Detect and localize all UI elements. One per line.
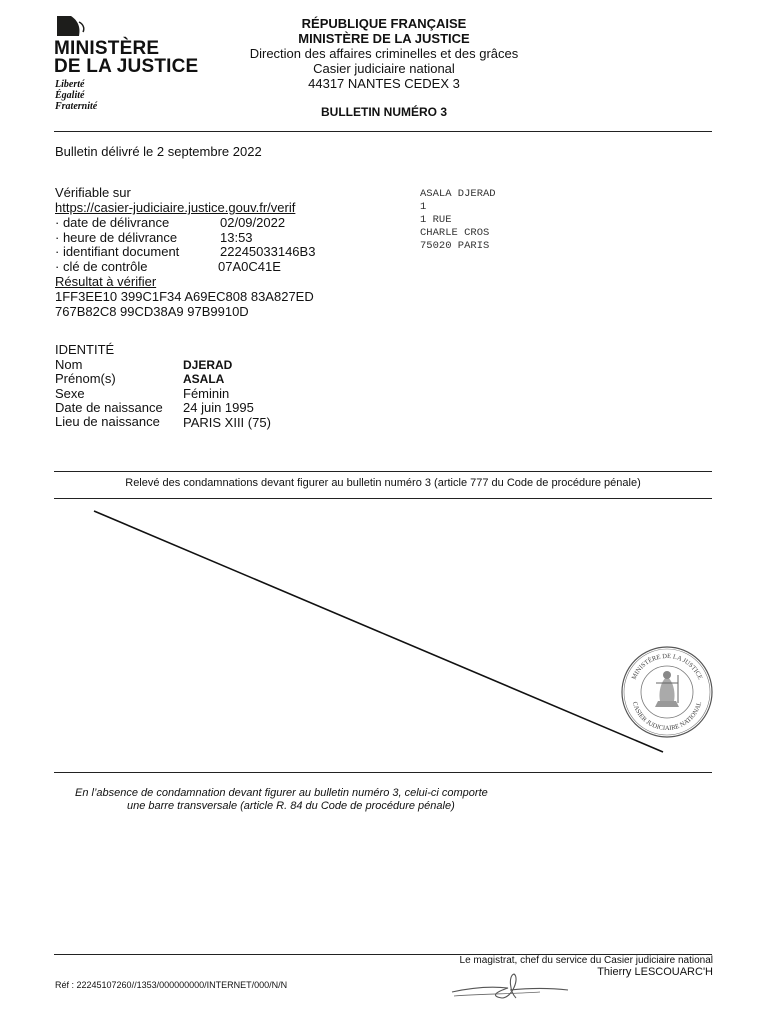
verify-row-value: 02/09/2022	[220, 215, 286, 230]
logo-de-la-justice: DE LA JUSTICE	[54, 56, 199, 77]
official-seal-icon	[620, 645, 714, 739]
identity-title: IDENTITÉ	[55, 342, 115, 357]
seal-top-text: MINISTÈRE DE LA JUSTICE	[630, 652, 704, 681]
verify-row-label: · date de délivrance	[55, 215, 170, 230]
signature-name: Thierry LESCOUARC'H	[597, 966, 713, 978]
seal-bottom-text: CASIER JUDICIAIRE NATIONAL	[630, 700, 704, 733]
handwritten-signature-icon	[450, 968, 570, 1004]
motto-egalite: Égalité	[55, 90, 85, 101]
divider-notice	[54, 772, 712, 773]
result-line-1: 1FF3EE10 399C1F34 A69EC808 83A827ED	[55, 289, 314, 304]
verify-row-label: · identifiant document	[55, 244, 180, 259]
notice-line-1: En l’absence de condamnation devant figurer au bulletin numéro 3, celui-ci comporte	[75, 787, 488, 799]
result-label: Résultat à vérifier	[55, 274, 157, 289]
address-line: CHARLE CROS	[420, 227, 490, 239]
identity-label: Prénom(s)	[55, 371, 116, 386]
verify-row-label: · heure de délivrance	[55, 230, 178, 245]
signature-title: Le magistrat, chef du service du Casier judiciaire national	[459, 955, 713, 966]
verify-row-value: 22245033146B3	[220, 244, 316, 259]
releve-heading: Relevé des condamnations devant figurer au bulletin numéro 3 (article 777 du Code de procédure pénale)	[125, 477, 641, 489]
logo-ministere: MINISTÈRE	[54, 38, 160, 59]
address-line: 1	[420, 201, 427, 213]
header-republic: RÉPUBLIQUE FRANÇAISE	[301, 16, 467, 31]
identity-value: Féminin	[183, 386, 230, 401]
identity-label: Date de naissance	[55, 400, 163, 415]
identity-label: Sexe	[55, 386, 85, 401]
identity-value: PARIS XIII (75)	[183, 415, 271, 430]
verify-url-link[interactable]: https://casier-judiciaire.justice.gouv.fr/verif	[55, 200, 296, 215]
bulletin-title: BULLETIN NUMÉRO 3	[321, 105, 447, 119]
identity-label: Lieu de naissance	[55, 414, 160, 429]
notice-line-2: une barre transversale (article R. 84 du Code de procédure pénale)	[127, 800, 455, 812]
header-address: 44317 NANTES CEDEX 3	[308, 76, 460, 91]
identity-value: DJERAD	[183, 358, 233, 372]
verify-label: Vérifiable sur	[55, 185, 131, 200]
motto-fraternite: Fraternité	[55, 101, 98, 112]
identity-value: ASALA	[183, 372, 225, 386]
identity-label: Nom	[55, 357, 83, 372]
address-line: ASALA DJERAD	[420, 188, 496, 200]
address-line: 75020 PARIS	[420, 240, 490, 252]
identity-value: 24 juin 1995	[183, 400, 254, 415]
verify-row-value: 13:53	[220, 230, 253, 245]
result-line-2: 767B82C8 99CD38A9 97B9910D	[55, 304, 249, 319]
reference-number: Réf : 22245107260//1353/000000000/INTERNET/000/N/N	[55, 980, 288, 990]
header-service: Casier judiciaire national	[313, 61, 455, 76]
verify-row-label: · clé de contrôle	[55, 259, 148, 274]
address-line: 1 RUE	[420, 214, 452, 226]
issued-date: Bulletin délivré le 2 septembre 2022	[55, 144, 262, 159]
verify-row-value: 07A0C41E	[218, 259, 281, 274]
header-ministry: MINISTÈRE DE LA JUSTICE	[298, 31, 470, 46]
header-direction: Direction des affaires criminelles et des grâces	[249, 46, 519, 61]
motto-liberte: Liberté	[55, 79, 85, 90]
